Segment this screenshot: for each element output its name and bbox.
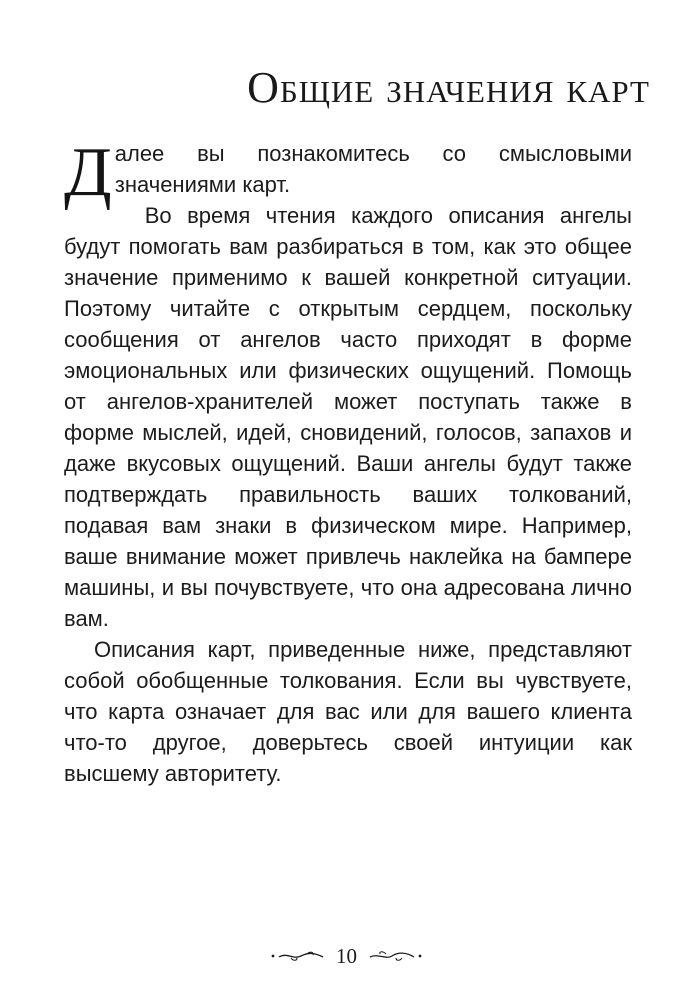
drop-cap: Д xyxy=(64,134,112,211)
flourish-left-icon xyxy=(269,944,327,969)
paragraph-3: Описания карт, приведенные ниже, представляют собой обобщенные толкования. Если вы чувствуете, что карта означает для вас или для вашего клиента что-то другое, доверьтесь своей интуиции как высшему авторитету. xyxy=(64,637,632,786)
page-number: 10 xyxy=(336,943,357,968)
page-title: Общие значения карт xyxy=(247,63,650,112)
flourish-right-icon xyxy=(366,944,424,969)
paragraph-intro xyxy=(64,134,632,211)
paragraph-1-text: алее вы познакомитесь со смысловыми значениями карт. xyxy=(114,141,632,197)
paragraph-2: Во время чтения каждого описания ангелы будут помогать вам разбираться в том, как это общее значение применимо к вашей конкретной ситуации. Поэтому читайте с открытым сердцем, поскольку сообщения от ангелов часто приходят в форме эмоциональных или физических ощущений. Помощь от ангелов-хранителей может поступать также в форме мыслей, идей, сновидений, голосов, запахов и даже вкусовых ощущений. Ваши ангелы будут также подтверждать правильность ваших толкований, подавая вам знаки в физическом мире. Например, ваше внимание может привлечь наклейка на бампере машины, и вы почувствуете, что она адресована лично вам. xyxy=(64,203,632,631)
body-text xyxy=(64,134,632,789)
page-footer xyxy=(0,942,693,969)
